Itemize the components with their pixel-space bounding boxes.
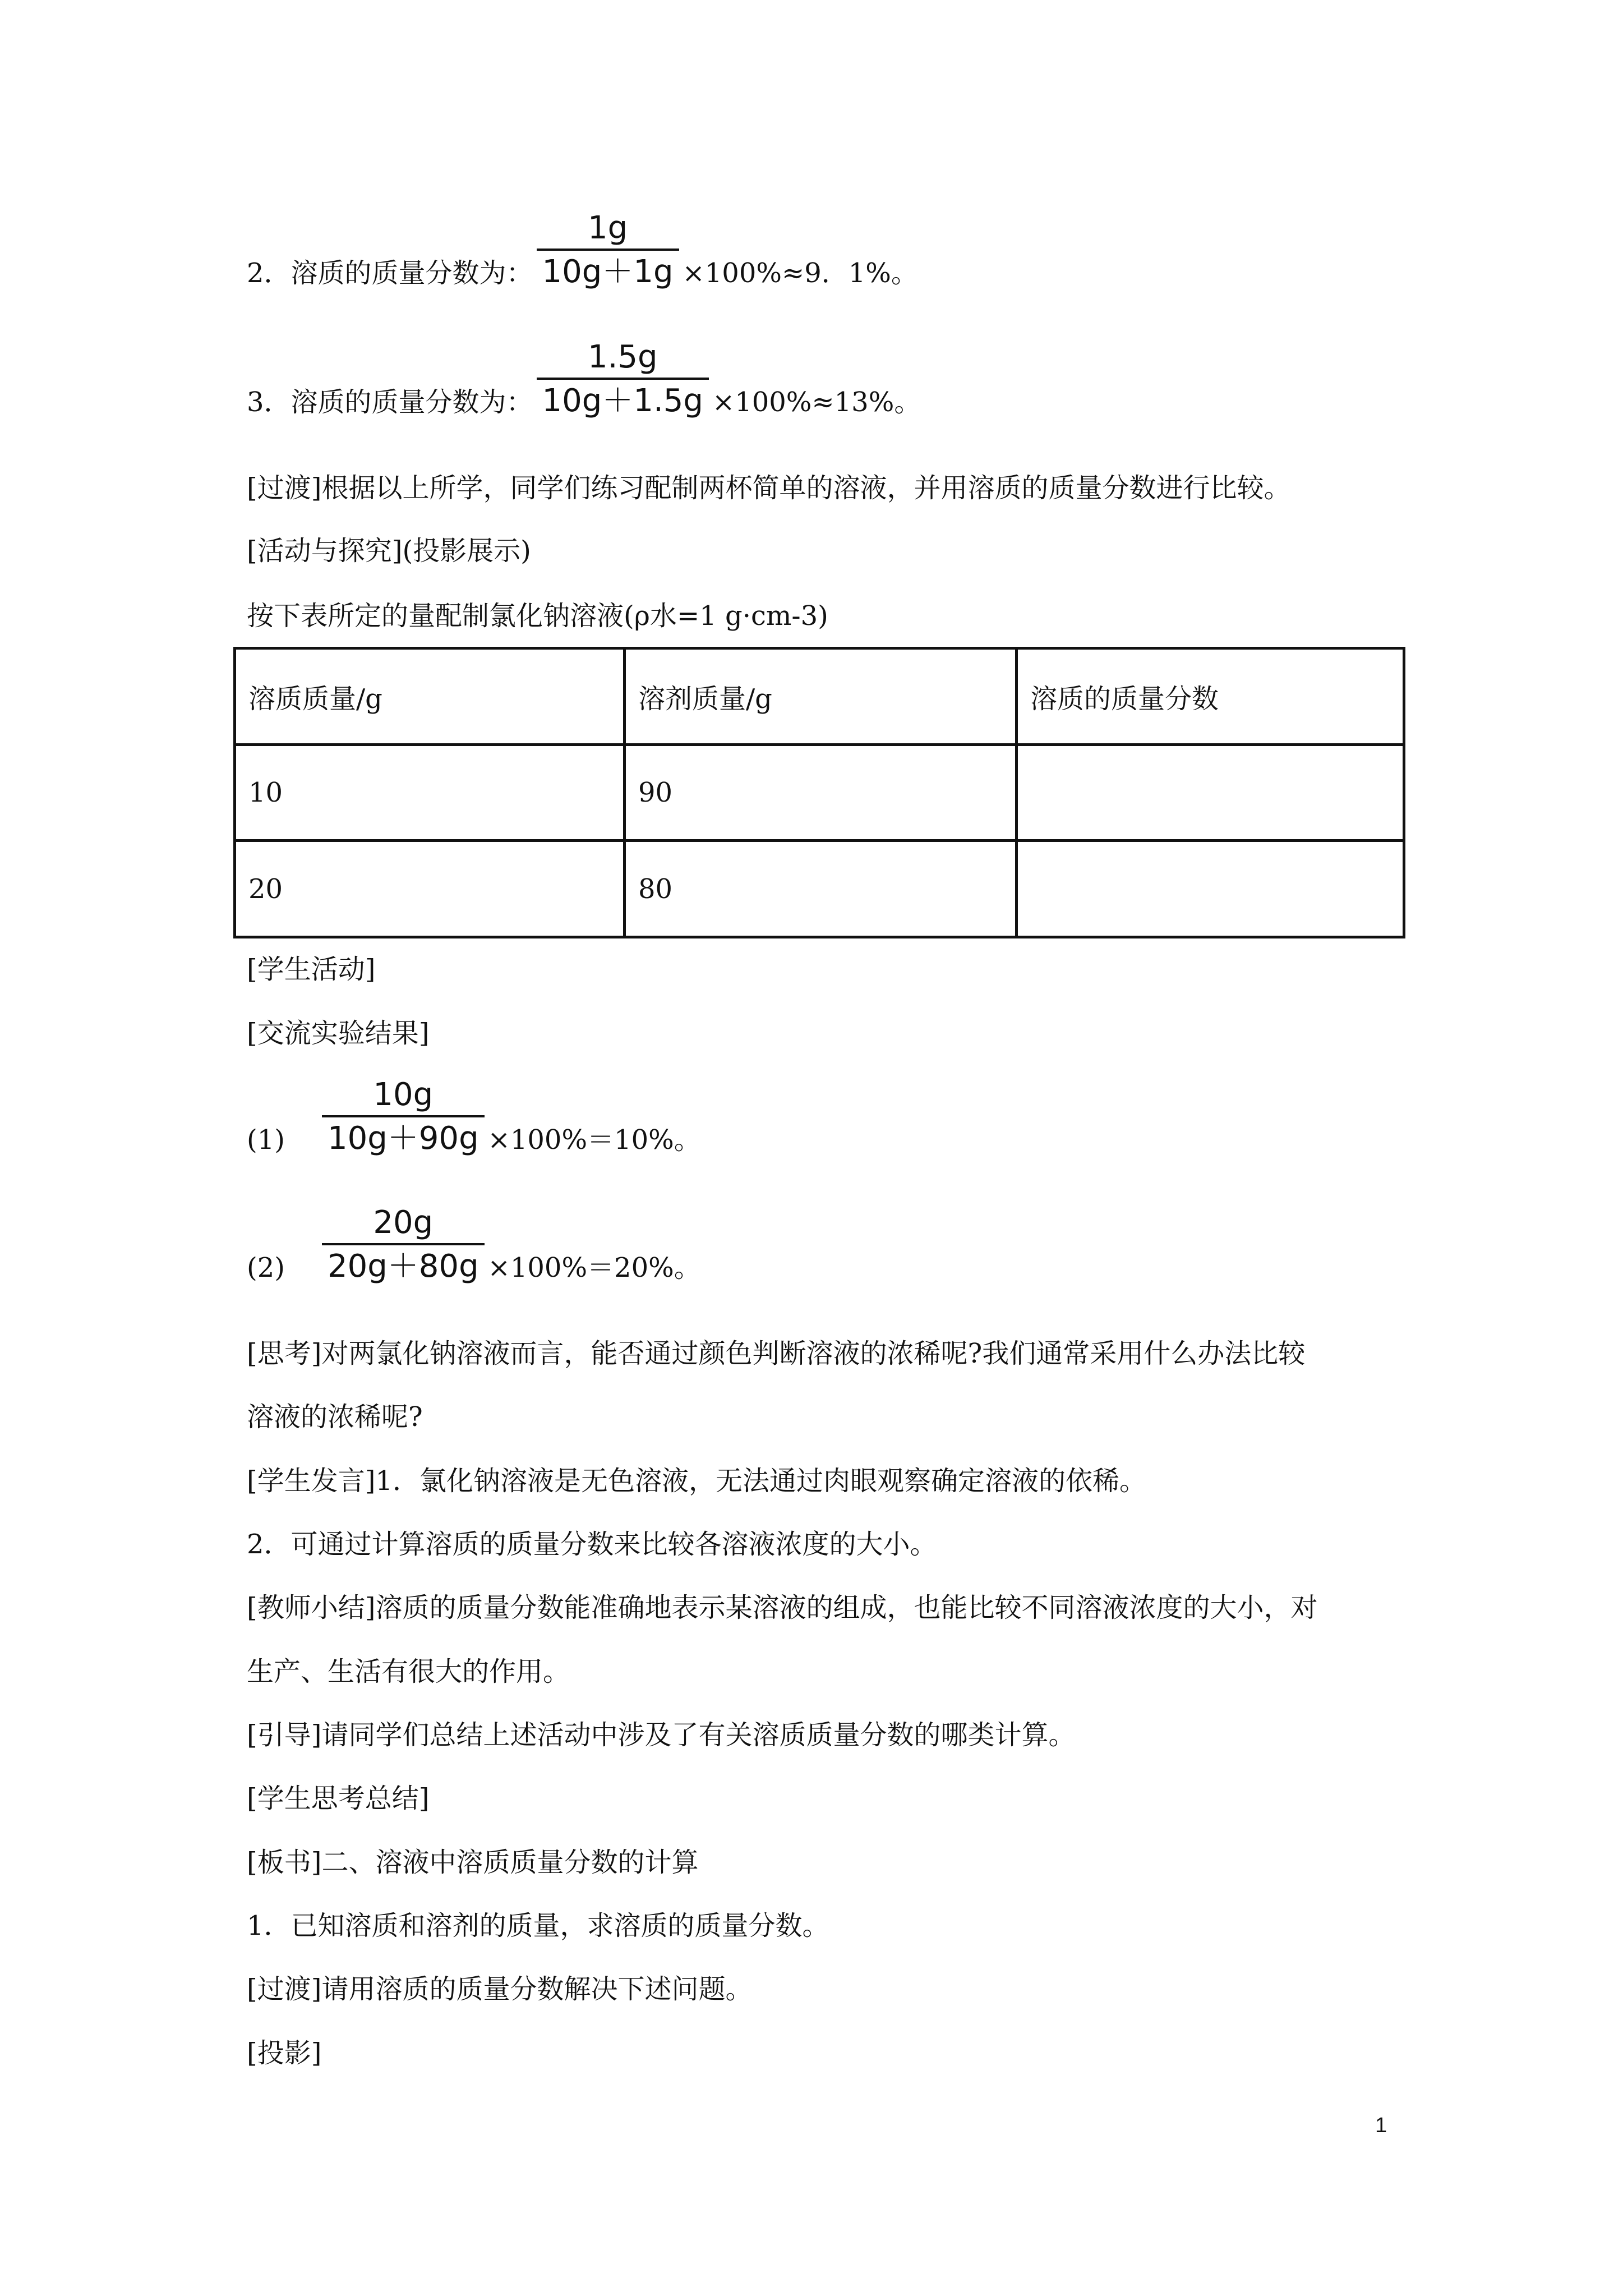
formula-suffix: ×100%＝10%。 — [487, 1124, 701, 1156]
teacher-summary-line-1: [教师小结]溶质的质量分数能准确地表示某溶液的组成，也能比较不同溶液浓度的大小，对 — [247, 1592, 1318, 1623]
table-cell: 90 — [625, 744, 1017, 841]
fraction-numerator: 1g — [537, 210, 679, 251]
table-cell: 80 — [625, 841, 1017, 937]
table-intro: 按下表所定的量配制氯化钠溶液(ρ水=1 g·cm-3) — [247, 600, 828, 632]
table-header-row — [235, 648, 1404, 745]
formula-suffix: ×100%≈13%。 — [712, 386, 921, 418]
formula-suffix: ×100%＝20%。 — [487, 1252, 701, 1283]
fraction — [322, 1205, 485, 1285]
table-cell — [1017, 744, 1404, 841]
table-cell: 20 — [235, 841, 625, 937]
table-header-cell: 溶剂质量/g — [625, 648, 1017, 745]
result-label: (1) — [247, 1124, 285, 1156]
student-think-summary: [学生思考总结] — [247, 1783, 430, 1814]
table-row — [235, 841, 1404, 937]
student-speech-1: [学生发言]1．氯化钠溶液是无色溶液，无法通过肉眼观察确定溶液的依稀。 — [247, 1465, 1146, 1497]
transition-paragraph-2: [过渡]请用溶质的质量分数解决下述问题。 — [247, 1973, 753, 2005]
fraction-numerator: 1.5g — [537, 339, 709, 380]
activity-heading: [活动与探究](投影展示) — [247, 535, 531, 567]
exchange-results: [交流实验结果] — [247, 1018, 430, 1049]
known-item: 1．已知溶质和溶剂的质量，求溶质的质量分数。 — [247, 1910, 829, 1941]
page-number: 1 — [1375, 2114, 1387, 2137]
formula-prefix: 3．溶质的质量分数为： — [247, 386, 533, 418]
board-heading: [板书]二、溶液中溶质质量分数的计算 — [247, 1847, 699, 1878]
student-speech-2: 2．可通过计算溶质的质量分数来比较各溶液浓度的大小。 — [247, 1529, 937, 1560]
transition-paragraph: [过渡]根据以上所学，同学们练习配制两杯简单的溶液，并用溶质的质量分数进行比较。 — [247, 472, 1291, 504]
table-cell: 10 — [235, 744, 625, 841]
think-paragraph-line-2: 溶液的浓稀呢? — [247, 1401, 423, 1433]
table-cell — [1017, 841, 1404, 937]
formula-line-2 — [247, 210, 918, 290]
fraction-numerator: 20g — [322, 1205, 485, 1245]
fraction — [537, 210, 679, 290]
table-header-cell: 溶质质量/g — [235, 648, 625, 745]
guide-paragraph: [引导]请同学们总结上述活动中涉及了有关溶质质量分数的哪类计算。 — [247, 1719, 1076, 1751]
projection-heading: [投影] — [247, 2037, 322, 2069]
fraction-numerator: 10g — [322, 1077, 485, 1117]
solution-table — [233, 647, 1405, 938]
fraction-denominator: 10g＋1g — [542, 254, 674, 290]
fraction-denominator: 10g＋90g — [328, 1120, 479, 1157]
formula-prefix: 2．溶质的质量分数为： — [247, 257, 533, 289]
table-header-cell: 溶质的质量分数 — [1017, 648, 1404, 745]
fraction-denominator: 20g＋80g — [328, 1248, 479, 1285]
fraction-denominator: 10g＋1.5g — [542, 383, 703, 419]
fraction — [537, 339, 709, 419]
result-line-2 — [247, 1205, 701, 1285]
formula-line-3 — [247, 339, 921, 419]
formula-suffix: ×100%≈9．1%。 — [682, 257, 918, 289]
student-activity: [学生活动] — [247, 954, 376, 985]
result-label: (2) — [247, 1252, 285, 1283]
teacher-summary-line-2: 生产、生活有很大的作用。 — [247, 1656, 570, 1687]
table-row — [235, 744, 1404, 841]
fraction — [322, 1077, 485, 1157]
result-line-1 — [247, 1077, 701, 1157]
think-paragraph-line-1: [思考]对两氯化钠溶液而言，能否通过颜色判断溶液的浓稀呢?我们通常采用什么办法比较 — [247, 1338, 1306, 1369]
